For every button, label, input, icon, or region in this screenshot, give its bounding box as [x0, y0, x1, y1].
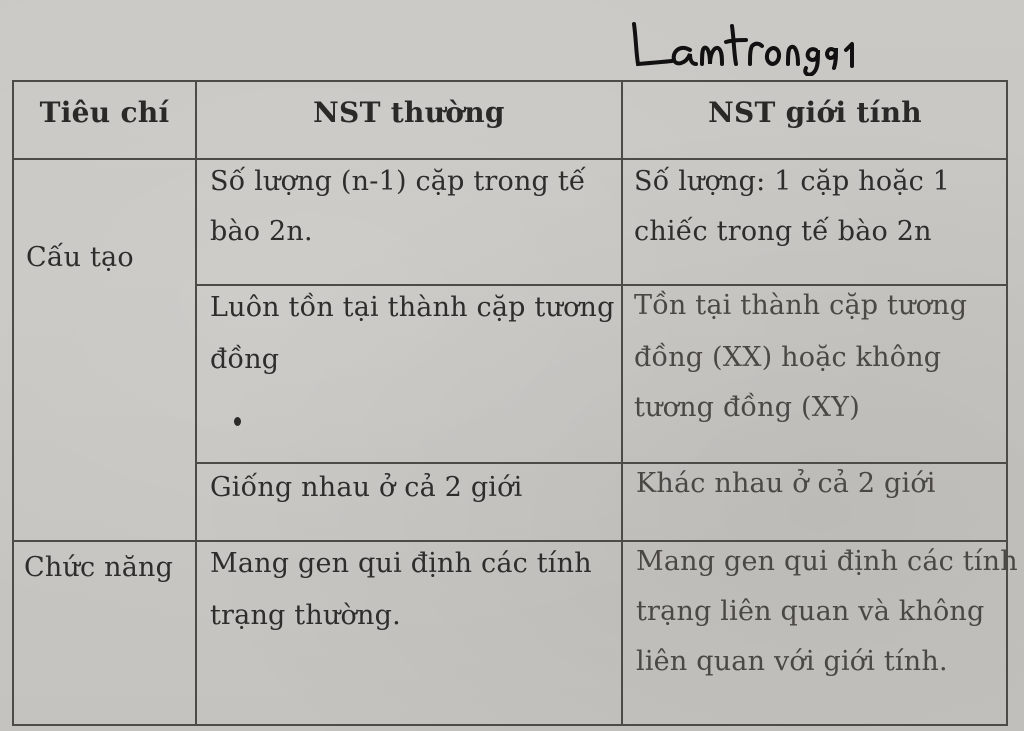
group-label-function: Chức năng	[24, 552, 174, 583]
cell-text: Luôn tồn tại thành cặp tương	[210, 292, 615, 323]
column-divider	[195, 80, 197, 726]
cell-text: trạng liên quan và không	[636, 596, 985, 627]
cell-text: Mang gen qui định các tính	[636, 546, 1018, 577]
cell-text: Số lượng: 1 cặp hoặc 1	[634, 166, 951, 197]
cell-text: Mang gen qui định các tính	[210, 548, 592, 579]
cell-text: Giống nhau ở cả 2 giới	[210, 472, 523, 503]
column-divider	[621, 80, 623, 726]
header-criteria: Tiêu chí	[39, 95, 170, 129]
cell-text: liên quan với giới tính.	[636, 646, 948, 677]
ink-dot	[234, 417, 241, 426]
cell-text: đồng	[210, 344, 280, 375]
cell-text: tương đồng (XY)	[634, 392, 860, 423]
cell-text: Số lượng (n-1) cặp trong tế	[210, 166, 586, 197]
cell-text: bào 2n.	[210, 216, 313, 247]
cell-text: Khác nhau ở cả 2 giới	[636, 468, 936, 499]
signature-drawing	[628, 14, 858, 76]
group-label-structure: Cấu tạo	[26, 242, 134, 273]
cell-text: đồng (XX) hoặc không	[634, 342, 942, 373]
cell-text: chiếc trong tế bào 2n	[634, 216, 932, 247]
cell-text: Tồn tại thành cặp tương	[634, 290, 968, 321]
handwritten-signature	[628, 14, 858, 76]
cell-text: trạng thường.	[210, 600, 401, 631]
header-autosome: NST thường	[313, 95, 505, 129]
header-sex-chromosome: NST giới tính	[708, 95, 922, 129]
